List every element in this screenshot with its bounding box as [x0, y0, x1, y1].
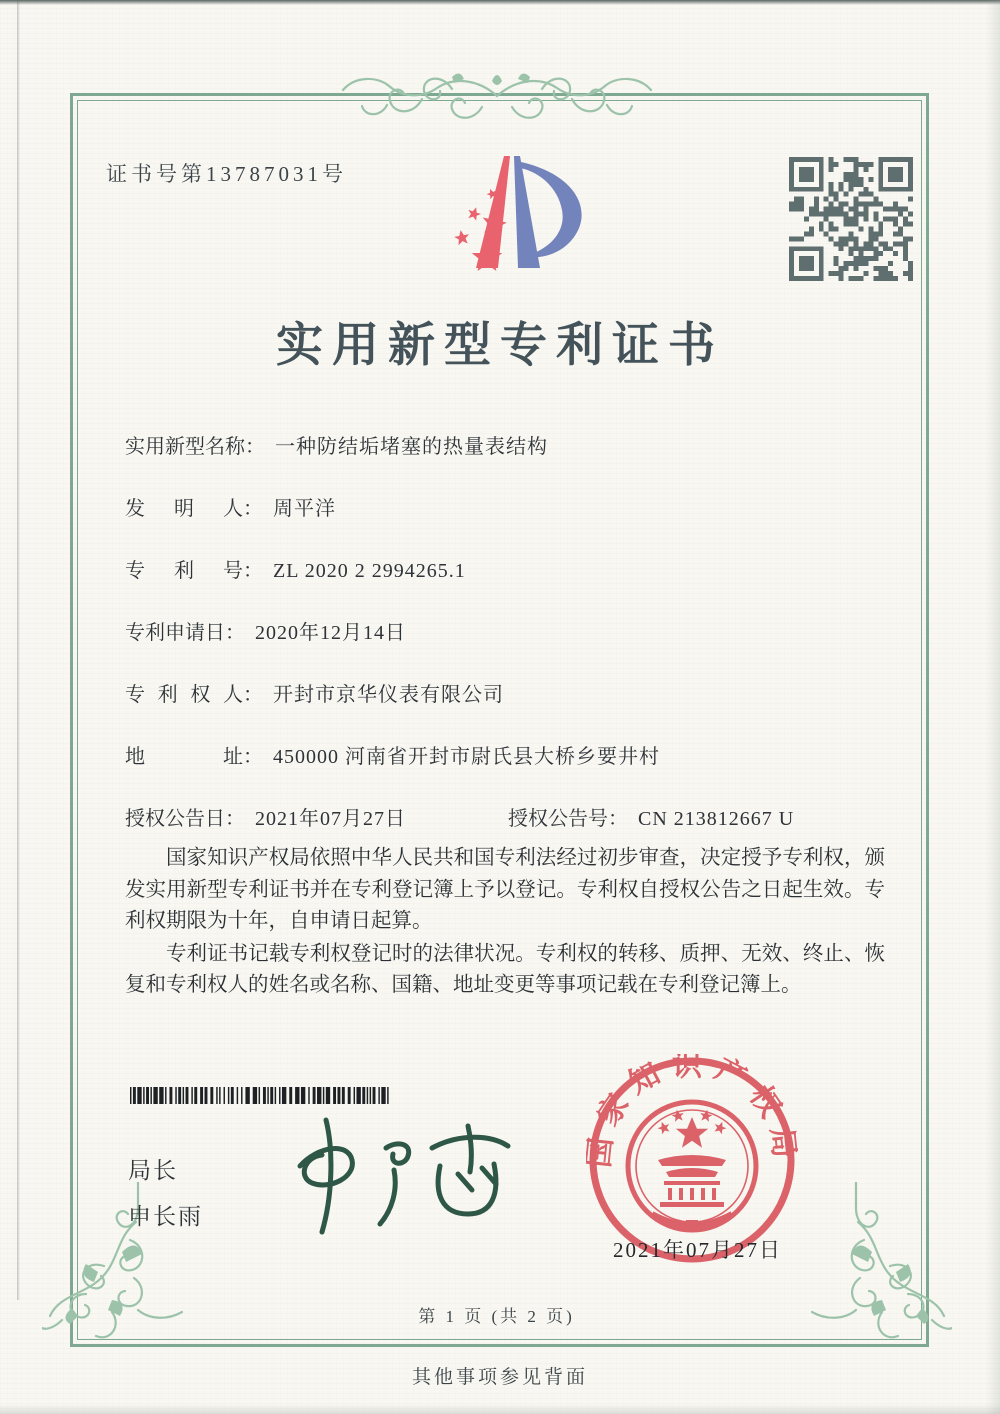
field-label: 专利申请日 [125, 622, 225, 644]
field-grant-number [508, 802, 794, 831]
national-emblem [628, 1102, 756, 1230]
director-title: 局长 [128, 1158, 178, 1183]
page-number: 第 1 页 (共 2 页) [418, 1307, 575, 1326]
certificate-title: 实用新型专利证书 [276, 320, 724, 372]
field-colon: ： [245, 436, 265, 458]
field-inventor [125, 492, 336, 521]
scan-edge-bottom [0, 1404, 1000, 1414]
field-value: 开封市京华仪表有限公司 [273, 684, 504, 706]
field-value: CN 213812667 U [638, 808, 795, 830]
svg-text:国家知识产权局 [586, 1054, 798, 1169]
field-label: 地址 [125, 746, 243, 768]
field-utility-model-name [125, 430, 548, 459]
field-colon: ： [243, 498, 263, 520]
field-label: 专利权人 [125, 684, 243, 706]
scan-edge-right [986, 0, 1000, 1414]
field-colon: ： [243, 684, 263, 706]
field-colon: ： [243, 560, 263, 582]
field-label: 授权公告号 [508, 808, 608, 830]
field-patent-number [125, 554, 466, 583]
field-filing-date [125, 616, 406, 645]
field-patentee [125, 678, 504, 707]
field-label: 发明人 [125, 498, 243, 520]
barcode [130, 1087, 393, 1104]
scan-edge-top [0, 0, 1000, 5]
field-colon: ： [243, 746, 263, 768]
field-label: 实用新型名称 [125, 436, 245, 458]
field-value: 2021年07月27日 [255, 808, 406, 830]
certificate-number: 证书号第13787031号 [106, 162, 347, 186]
scan-edge-left [17, 0, 20, 1300]
field-colon: ： [225, 808, 245, 830]
field-label: 专利号 [125, 560, 243, 582]
legal-statement [125, 843, 885, 1003]
field-value: 一种防结垢堵塞的热量表结构 [275, 436, 548, 458]
back-note: 其他事项参见背面 [411, 1367, 588, 1388]
cnipa-patent-logo-icon [424, 146, 592, 294]
legal-paragraph-1: 国家知识产权局依照中华人民共和国专利法经过初步审查，决定授予专利权，颁发实用新型专利证书并在专利登记簿上予以登记。专利权自授权公告之日起生效。专利权期限为十年，自申请日起算。 [125, 847, 885, 932]
field-grant-date [125, 802, 406, 831]
director-signature-icon [282, 1108, 522, 1248]
field-address [125, 740, 660, 769]
field-value: 周平洋 [273, 498, 336, 520]
field-colon: ： [608, 808, 628, 830]
director-name: 申长雨 [128, 1204, 203, 1229]
legal-paragraph-2: 专利证书记载专利权登记时的法律状况。专利权的转移、质押、无效、终止、恢复和专利权人的姓名或名称、国籍、地址变更等事项记载在专利登记簿上。 [125, 942, 885, 996]
field-label: 授权公告日 [125, 808, 225, 830]
seal-text: 国家知识产权局 [586, 1054, 798, 1170]
field-value: 2020年12月14日 [255, 622, 406, 644]
field-colon: ： [225, 622, 245, 644]
seal-date: 2021年07月27日 [613, 1238, 782, 1262]
field-value: 450000 河南省开封市尉氏县大桥乡要井村 [273, 746, 660, 768]
qr-code [789, 157, 913, 281]
field-value: ZL 2020 2 2994265.1 [273, 560, 466, 582]
